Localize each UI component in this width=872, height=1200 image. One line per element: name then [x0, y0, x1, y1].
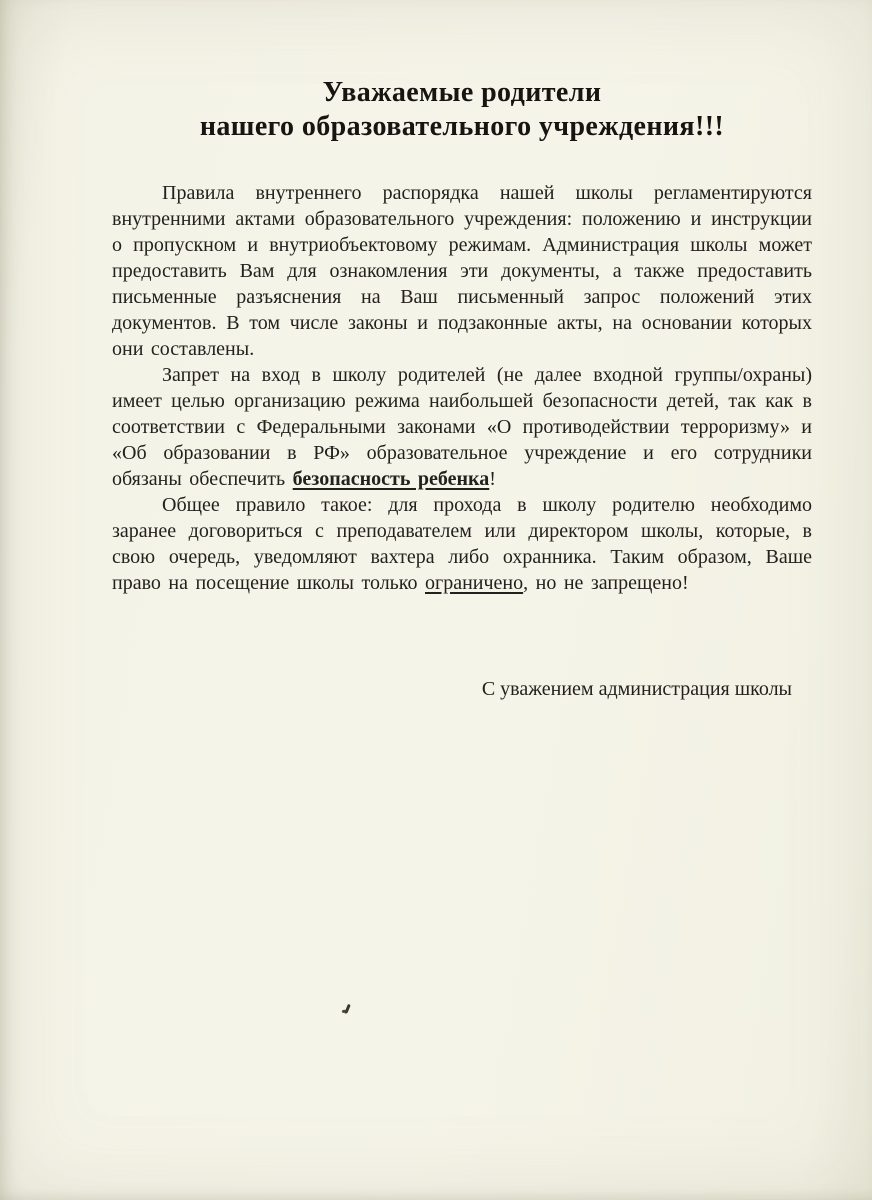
paragraph-general-rule: [112, 492, 812, 596]
paragraph-entry-ban-text: Запрет на вход в школу родителей (не далее входной группы/охраны) имеет целью организацию режима наибольшей безопасности детей, так как в соответствии с Федеральными законами «О противодействии терроризму» и «Об образовании в РФ» образовательное учреждение и его сотрудники обязаны обеспечить: [112, 364, 812, 490]
paragraph-general-rule-tail: , но не запрещено!: [523, 572, 689, 594]
emphasis-restricted: ограничено: [425, 572, 524, 594]
letter-title: [112, 76, 812, 144]
emphasis-child-safety: безопасность ребенка: [292, 468, 490, 490]
scan-artifact: [344, 1004, 351, 1014]
signature-line: С уважением администрация школы: [481, 678, 792, 700]
title-line-1: Уважаемые родители: [322, 77, 602, 108]
paragraph-general-rule-text: Общее правило такое: для прохода в школу родителю необходимо заранее договориться с преподавателем или директором школы, которые, в свою очередь, уведомляют вахтера либо охранника. Таким образом, Ваше право на посещение школы только: [112, 494, 812, 594]
paragraph-entry-ban-tail: !: [489, 468, 496, 490]
paragraph-internal-rules: Правила внутреннего распорядка нашей школы регламентируются внутренними актами образовательного учреждения: положению и инструкции о пропускном и внутриобъектовому режимам. Администрация школы может предоставить Вам для ознакомления эти документы, а также предоставить письменные разъяснения на Ваш письменный запрос положений этих документов. В том числе законы и подзаконные акты, на основании которых они составлены.: [112, 182, 812, 360]
title-line-2: нашего образовательного учреждения!!!: [199, 111, 725, 142]
paragraph-entry-ban: [112, 362, 812, 492]
